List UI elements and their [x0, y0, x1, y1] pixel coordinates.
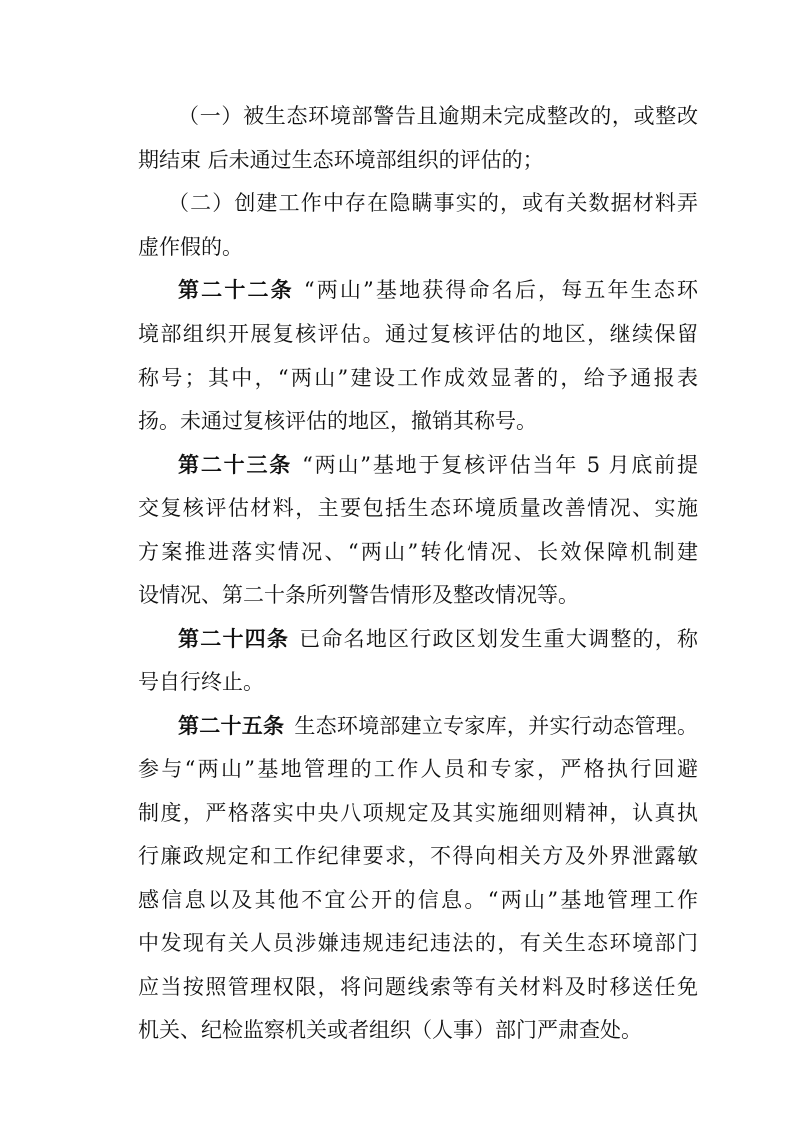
paragraph-line: 交复核评估材料，主要包括生态环境质量改善情况、实施 [138, 496, 698, 520]
paragraph-line: 制度，严格落实中央八项规定及其实施细则精神，认真执 [138, 801, 698, 825]
paragraph-line: 扬。未通过复核评估的地区，撤销其称号。 [138, 409, 537, 433]
article-first-line [178, 445, 698, 485]
article-text: 生态环境部建立专家库，并实行动态管理。 [294, 714, 698, 738]
paragraph-line: 设情况、第二十条所列警告情形及整改情况等。 [138, 583, 579, 607]
paragraph-line: 中发现有关人员涉嫌违规违纪违法的，有关生态环境部门 [138, 931, 698, 955]
paragraph-line: 称号；其中，“两山”建设工作成效显著的，给予通报表 [138, 366, 698, 390]
article-first-line [178, 270, 698, 310]
article-heading: 第二十三条 [178, 452, 293, 477]
paragraph-line: 参与“两山”基地管理的工作人员和专家，严格执行回避 [138, 757, 698, 781]
paragraph-line: 境部组织开展复核评估。通过复核评估的地区，继续保留 [138, 322, 698, 346]
paragraph-line: 机关、纪检监察机关或者组织（人事）部门严肃查处。 [138, 1018, 642, 1042]
article-text: “两山”基地于复核评估当年 5 月底前提 [302, 453, 698, 477]
article-heading: 第二十二条 [178, 277, 294, 302]
article-text: “两山”基地获得命名后，每五年生态环 [303, 278, 698, 302]
paragraph-line: 方案推进落实情况、“两山”转化情况、长效保障机制建 [138, 540, 698, 564]
paragraph-line: 期结束 后未通过生态环境部组织的评估的； [138, 148, 544, 172]
paragraph-line: （一）被生态环境部警告且逾期未完成整改的，或整改 [178, 104, 698, 128]
article-first-line [178, 619, 698, 659]
article-first-line [178, 706, 698, 746]
paragraph-line: 感信息以及其他不宜公开的信息。“两山”基地管理工作 [138, 888, 698, 912]
paragraph-line: （二）创建工作中存在隐瞒事实的，或有关数据材料弄 [168, 191, 698, 215]
article-heading: 第二十五条 [178, 713, 285, 738]
article-heading: 第二十四条 [178, 626, 290, 651]
paragraph-line: 虚作假的。 [138, 235, 243, 259]
article-text: 已命名地区行政区划发生重大调整的，称 [299, 627, 698, 651]
paragraph-line: 应当按照管理权限，将问题线索等有关材料及时移送任免 [138, 975, 698, 999]
paragraph-line: 行廉政规定和工作纪律要求，不得向相关方及外界泄露敏 [138, 844, 698, 868]
paragraph-line: 号自行终止。 [138, 670, 264, 694]
